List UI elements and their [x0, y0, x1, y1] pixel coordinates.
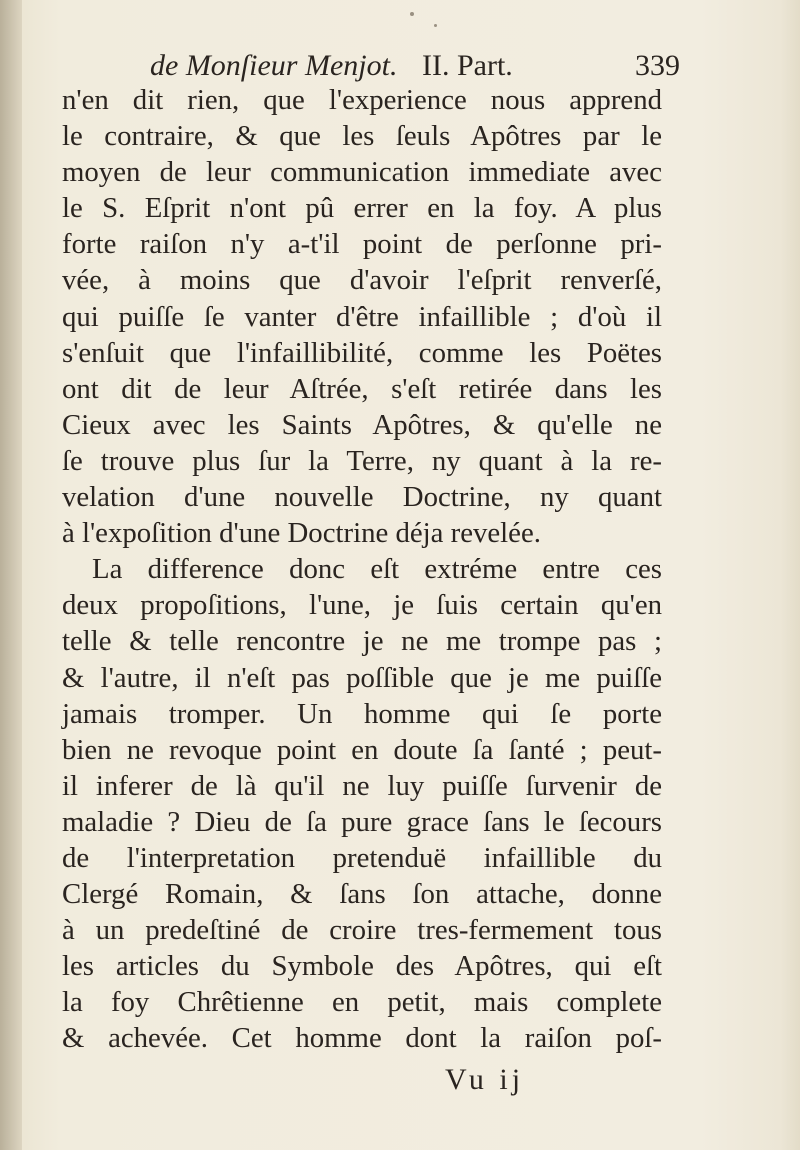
text-line: n'en dit rien, que l'experience nous apprend — [62, 84, 662, 116]
text-line: moyen de leur communication immediate avec — [62, 156, 662, 189]
text-line: forte raiſon n'y a-t'il point de perſonne pri- — [62, 228, 662, 261]
text-line: à l'expoſition d'une Doctrine déja revelée. — [62, 517, 541, 550]
text-line: vée, à moins que d'avoir l'eſprit renverſé, — [62, 264, 662, 297]
text-line: s'enſuit que l'infaillibilité, comme les Poëtes — [62, 336, 662, 369]
running-title: de Monſieur Menjot. — [150, 49, 398, 82]
body-text — [62, 82, 662, 1057]
text-line: le S. Eſprit n'ont pû errer en la foy. A plus — [62, 192, 662, 225]
text-line: deux propoſitions, l'une, je ſuis certain qu'en — [62, 589, 662, 622]
text-line: telle & telle rencontre je ne me trompe pas ; — [62, 625, 662, 658]
text-line: la foy Chrêtienne en petit, mais complete — [62, 986, 662, 1019]
text-line: qui puiſſe ſe vanter d'être infaillible ; d'où il — [62, 300, 662, 333]
ink-speck — [434, 24, 437, 27]
text-line: ont dit de leur Aſtrée, s'eſt retirée dans les — [62, 372, 662, 405]
text-line: le contraire, & que les ſeuls Apôtres par le — [62, 120, 662, 153]
text-line: Cieux avec les Saints Apôtres, & qu'elle ne — [62, 408, 662, 441]
text-line: ſe trouve plus ſur la Terre, ny quant à la re- — [62, 444, 662, 477]
text-line: La difference donc eſt extréme entre ces — [92, 553, 662, 586]
page-number: 339 — [635, 49, 680, 82]
text-line: les articles du Symbole des Apôtres, qui eſt — [62, 950, 662, 983]
text-line: il inferer de là qu'il ne luy puiſſe ſurvenir de — [62, 769, 662, 802]
text-line: & achevée. Cet homme dont la raiſon poſ- — [62, 1022, 662, 1055]
signature-mark: Vu ij — [445, 1063, 525, 1096]
text-line: bien ne revoque point en doute ſa ſanté ; peut- — [62, 733, 662, 766]
text-line: de l'interpretation pretenduë infaillible du — [62, 841, 662, 874]
text-line: maladie ? Dieu de ſa pure grace ſans le ſecours — [62, 805, 662, 838]
text-line: & l'autre, il n'eſt pas poſſible que je me puiſſe — [62, 661, 662, 694]
text-line: jamais tromper. Un homme qui ſe porte — [62, 697, 662, 730]
text-line: velation d'une nouvelle Doctrine, ny quant — [62, 481, 662, 514]
ink-speck — [410, 12, 414, 16]
text-line: à un predeſtiné de croire tres-fermement tous — [62, 914, 662, 947]
binding-gutter — [0, 0, 22, 1150]
running-part: II. Part. — [422, 49, 513, 82]
text-line: Clergé Romain, & ſans ſon attache, donne — [62, 878, 662, 911]
